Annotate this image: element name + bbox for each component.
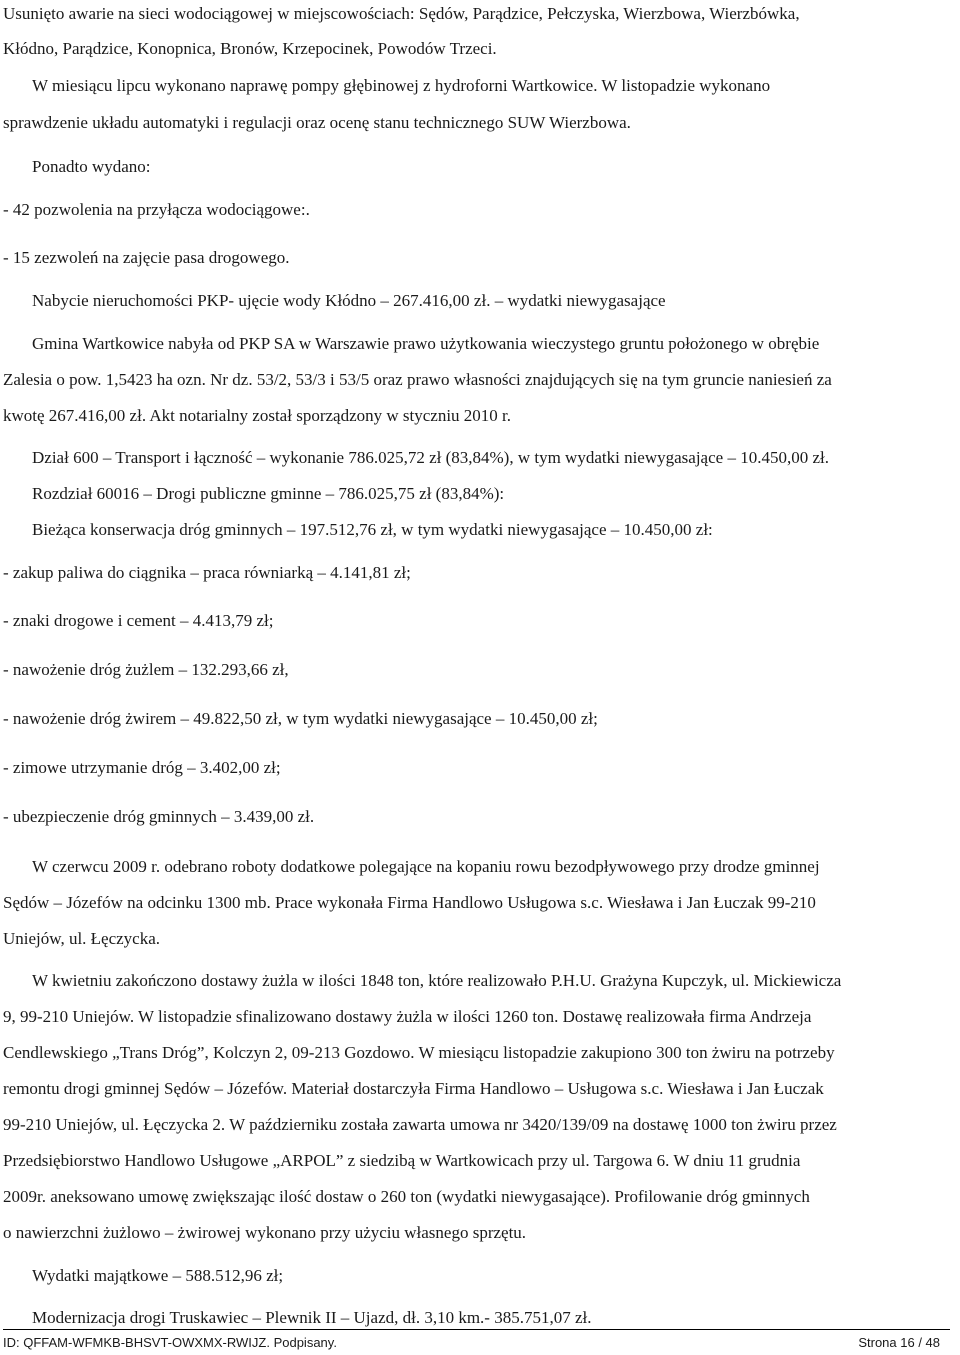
paragraph-line: Modernizacja drogi Truskawiec – Plewnik II – Ujazd, dł. 3,10 km.- 385.751,07 zł. xyxy=(32,1308,592,1327)
list-item: - znaki drogowe i cement – 4.413,79 zł; xyxy=(3,611,274,630)
paragraph-line: Usunięto awarie na sieci wodociągowej w miejscowościach: Sędów, Parądzice, Pełczyska, Wierzbowa, Wierzbówka, xyxy=(3,4,800,23)
paragraph-line: Nabycie nieruchomości PKP- ujęcie wody Kłódno – 267.416,00 zł. – wydatki niewygasające xyxy=(32,291,666,310)
paragraph-line: Cendlewskiego „Trans Dróg”, Kolczyn 2, 09-213 Gozdowo. W miesiącu listopadzie zakupiono 300 ton żwiru na potrzeby xyxy=(3,1043,835,1062)
footer-divider xyxy=(3,1329,950,1330)
paragraph-line: kwotę 267.416,00 zł. Akt notarialny został sporządzony w styczniu 2010 r. xyxy=(3,406,512,425)
document-id: ID: QFFAM-WFMKB-BHSVT-OWXMX-RWIJZ. Podpisany. xyxy=(3,1335,337,1350)
list-item: - nawożenie dróg żużlem – 132.293,66 zł, xyxy=(3,660,289,679)
paragraph-line: 99-210 Uniejów, ul. Łęczycka 2. W październiku została zawarta umowa nr 3420/139/09 na dostawę 1000 ton żwiru przez xyxy=(3,1115,837,1134)
paragraph-line: 9, 99-210 Uniejów. W listopadzie sfinalizowano dostawy żużla w ilości 1260 ton. Dostawę realizowała firma Andrzeja xyxy=(3,1007,812,1026)
paragraph-line: Ponadto wydano: xyxy=(32,157,151,176)
paragraph-line: o nawierzchni żużlowo – żwirowej wykonano przy użyciu własnego sprzętu. xyxy=(3,1223,527,1242)
paragraph-line: Kłódno, Parądzice, Konopnica, Bronów, Krzepocinek, Powodów Trzeci. xyxy=(3,39,497,58)
list-item: - zakup paliwa do ciągnika – praca równiarką – 4.141,81 zł; xyxy=(3,563,411,582)
section-heading: Dział 600 – Transport i łączność – wykonanie 786.025,72 zł (83,84%), w tym wydatki niewygasające – 10.450,00 zł. xyxy=(32,448,829,467)
list-item: - 42 pozwolenia na przyłącza wodociągowe:. xyxy=(3,200,310,219)
paragraph-line: Bieżąca konserwacja dróg gminnych – 197.512,76 zł, w tym wydatki niewygasające – 10.450,00 zł: xyxy=(32,520,713,539)
paragraph-line: 2009r. aneksowano umowę zwiększając ilość dostaw o 260 ton (wydatki niewygasające). Profilowanie dróg gminnych xyxy=(3,1187,810,1206)
paragraph-line: W miesiącu lipcu wykonano naprawę pompy głębinowej z hydroforni Wartkowice. W listopadzie wykonano xyxy=(32,76,771,95)
list-item: - ubezpieczenie dróg gminnych – 3.439,00 zł. xyxy=(3,807,315,826)
paragraph-line: remontu drogi gminnej Sędów – Józefów. Materiał dostarczyła Firma Handlowo – Usługowa s.c. Wiesława i Jan Łuczak xyxy=(3,1079,824,1098)
list-item: - zimowe utrzymanie dróg – 3.402,00 zł; xyxy=(3,758,281,777)
list-item: - 15 zezwoleń na zajęcie pasa drogowego. xyxy=(3,248,290,267)
section-heading: Rozdział 60016 – Drogi publiczne gminne – 786.025,75 zł (83,84%): xyxy=(32,484,505,503)
paragraph-line: sprawdzenie układu automatyki i regulacji oraz ocenę stanu technicznego SUW Wierzbowa. xyxy=(3,113,631,132)
paragraph-line: W kwietniu zakończono dostawy żużla w ilości 1848 ton, które realizowało P.H.U. Grażyna Kupczyk, ul. Mickiewicza xyxy=(32,971,842,990)
paragraph-line: Uniejów, ul. Łęczycka. xyxy=(3,929,161,948)
paragraph-line: Wydatki majątkowe – 588.512,96 zł; xyxy=(32,1266,284,1285)
paragraph-line: W czerwcu 2009 r. odebrano roboty dodatkowe polegające na kopaniu rowu bezodpływowego przy drodze gminnej xyxy=(32,857,820,876)
paragraph-line: Gmina Wartkowice nabyła od PKP SA w Warszawie prawo użytkowania wieczystego gruntu położonego w obrębie xyxy=(32,334,820,353)
list-item: - nawożenie dróg żwirem – 49.822,50 zł, w tym wydatki niewygasające – 10.450,00 zł; xyxy=(3,709,598,728)
paragraph-line: Sędów – Józefów na odcinku 1300 mb. Prace wykonała Firma Handlowo Usługowa s.c. Wiesława i Jan Łuczak 99-210 xyxy=(3,893,816,912)
page-number: Strona 16 / 48 xyxy=(858,1335,940,1350)
paragraph-line: Przedsiębiorstwo Handlowo Usługowe „ARPOL” z siedzibą w Wartkowicach przy ul. Targowa 6. W dniu 11 grudnia xyxy=(3,1151,801,1170)
paragraph-line: Zalesia o pow. 1,5423 ha ozn. Nr dz. 53/2, 53/3 i 53/5 oraz prawo własności znajdujących się na tym gruncie naniesień za xyxy=(3,370,832,389)
